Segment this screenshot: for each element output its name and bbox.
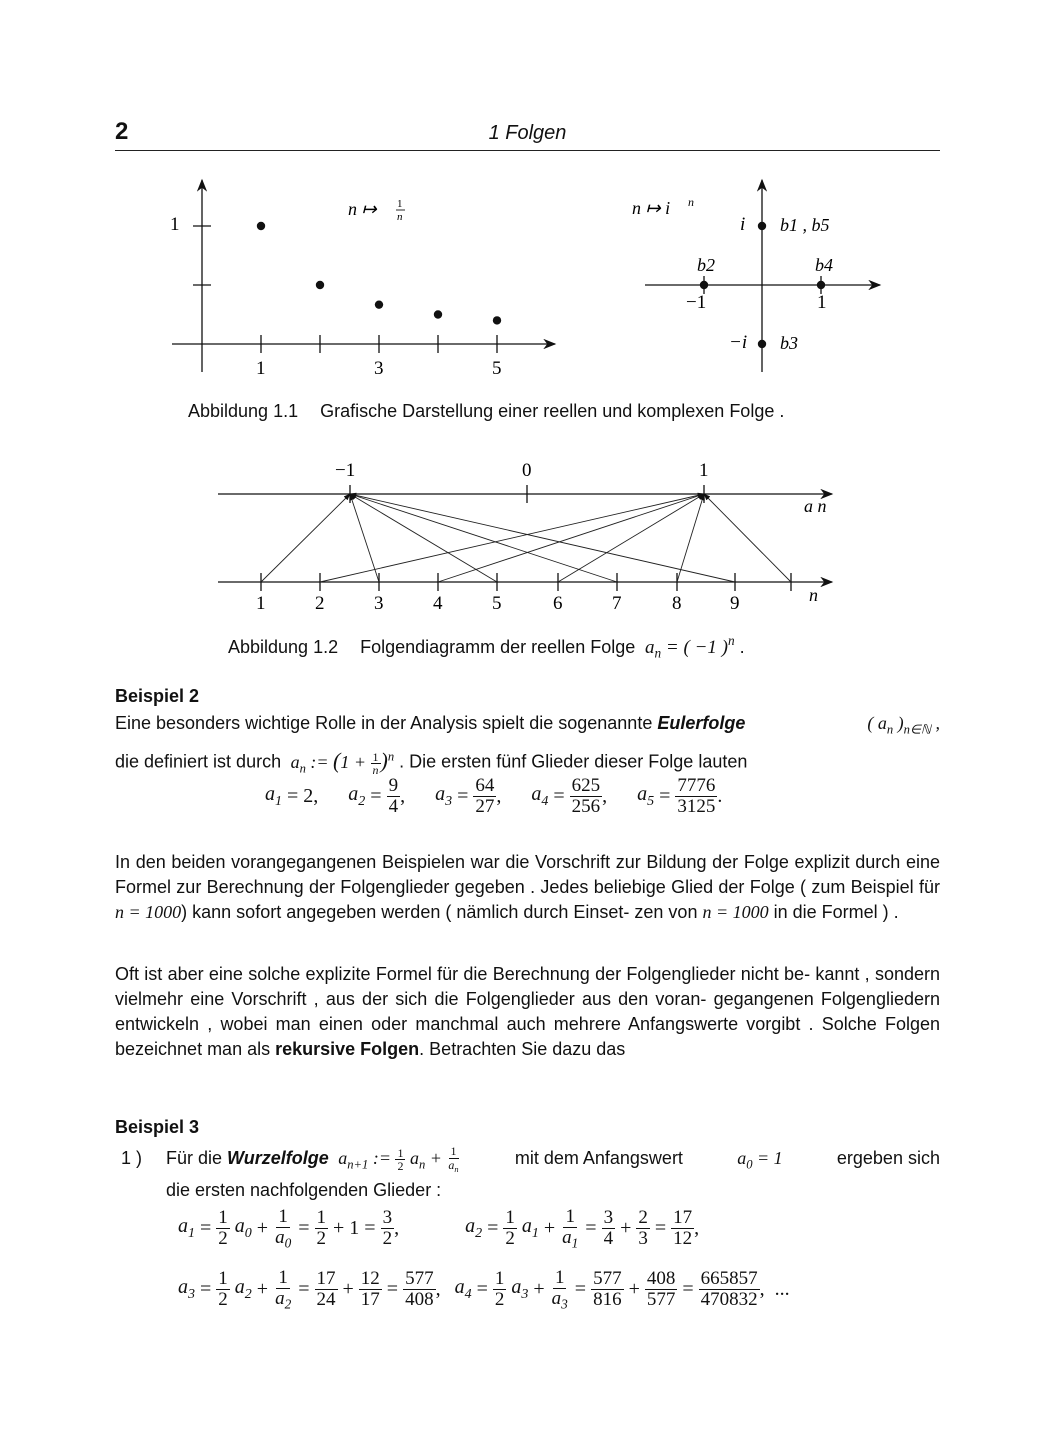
euler-term-3-num: 64 <box>475 775 495 796</box>
n-equals-1000-second: n = 1000 <box>702 902 769 922</box>
mapping-line-n6 <box>558 494 704 582</box>
item-mid: mit dem Anfangswert <box>514 1148 683 1168</box>
item-suffix: ergeben sich <box>836 1148 940 1168</box>
axis-label-1: 1 <box>817 292 827 313</box>
item-number: 1 ) <box>121 1148 143 1168</box>
data-point-n3 <box>375 300 383 308</box>
euler-terms-row: $a_1$ = 2 , $a_2$ = $\frac{9}{4}$ , $a_3$ = $\frac{64}{27}$ , $a_4$ = $\frac{625}{256}$ , $a_5$ = $\frac{7776}{3125}$ . <box>265 775 723 817</box>
wurzelfolge-term: Wurzelfolge <box>227 1148 329 1168</box>
mapping-line-n9 <box>350 494 735 582</box>
start-value: $a_0 = 1$ <box>737 1148 783 1172</box>
paragraph1-part1: In den beiden vorangegangenen Beispielen war die Vorschrift zur Bildung der Folge explizit durch eine Formel zur Berechnung der Folgenglieder gegeben . Jedes beliebige Glied der Folge ( zum Beispiel für <box>115 852 940 897</box>
a2-result-num: 17 <box>673 1207 693 1229</box>
n-equals-1000: n = 1000 <box>115 902 182 922</box>
top-axis-name: a n <box>804 496 827 516</box>
bottom-tick-label: 5 <box>492 593 502 614</box>
top-axis-label: 1 <box>699 460 709 481</box>
mapping-line-n7 <box>350 494 617 582</box>
paragraph2-after: . Betrachten Sie dazu das <box>419 1039 626 1059</box>
euler-term-5-den: 3125 <box>677 795 716 817</box>
left-plot-label-num: 1 <box>397 198 403 210</box>
a1-result-den: 2 <box>382 1228 393 1250</box>
paragraph1-part2: ) kann sofort angegeben werden ( nämlich durch Einset- zen von <box>181 902 698 922</box>
sequence-notation: ( $a_n$ )$_{n\in ℕ}$ , <box>867 713 940 737</box>
equation-row-2: $a_3$ = $\frac{1}{2}$ $a_2$ + $\frac{1}{a_2}$ = $\frac{17}{24}$ + $\frac{12}{17}$ = $\frac{577}{408}$ , $a_4$ = $\frac{1}{2}$ $a_3$ + $\frac{1}{a_3}$ = $\frac{577}{816}$ + $\frac{408}{577}$ = $\frac{665857}{470832}$ , ... <box>178 1267 790 1312</box>
example2-line1: Eine besonders wichtige Rolle in der Analysis spielt die sogenannte <box>115 713 653 733</box>
mapping-lines <box>261 494 791 582</box>
figure-1-2-caption: Abbildung 1.2 Folgendiagramm der reellen Folge $a_n$ = ( −1 )$^n$ . <box>228 633 745 661</box>
bottom-tick-label: 4 <box>433 593 443 614</box>
bottom-tick-label: 3 <box>374 593 384 614</box>
point-b4 <box>817 281 825 289</box>
label-b1-b5: b1 , b5 <box>780 215 830 235</box>
mapping-line-n8 <box>677 494 704 582</box>
euler-term-4-num: 625 <box>571 775 601 796</box>
figure-1-1 <box>160 172 900 387</box>
figure-1-1-caption <box>188 401 784 422</box>
example3-title: Beispiel 3 <box>115 1117 200 1137</box>
running-title: 1 Folgen <box>488 122 567 144</box>
euler-term-2-num: 9 <box>388 775 399 796</box>
caption-formula: $a_n$ = ( −1 )$^n$ <box>640 633 735 661</box>
example3-item <box>121 1145 940 1203</box>
bottom-tick-label: 1 <box>256 593 266 614</box>
mapping-line-n3 <box>350 494 379 582</box>
example2-title: Beispiel 2 <box>115 686 200 706</box>
mapping-line-n4 <box>438 494 704 582</box>
item-prefix: Für die <box>166 1148 223 1168</box>
bottom-tick-label: 7 <box>612 593 622 614</box>
figure-1-2 <box>210 455 840 620</box>
top-axis-label: −1 <box>335 460 356 481</box>
equation-row-1: $a_1$ = $\frac{1}{2}$ $a_0$ + $\frac{1}{a_0}$ = $\frac{1}{2}$ + 1 = $\frac{3}{2}$ , $a_2$ = $\frac{1}{2}$ $a_1$ + $\frac{1}{a_1}$ = $\frac{3}{4}$ + $\frac{2}{3}$ = $\frac{17}{12}$ , <box>178 1206 700 1251</box>
euler-term-3-den: 27 <box>475 795 495 817</box>
left-x-tick-label: 1 <box>256 358 266 379</box>
rekursive-folgen-term: rekursive Folgen <box>275 1039 420 1059</box>
euler-term-5-num: 7776 <box>677 775 716 796</box>
right-plot-label: n ↦ i <box>632 198 671 218</box>
example2-line2: die definiert ist durch <box>115 751 282 772</box>
label-b3: b3 <box>780 333 798 353</box>
item-line2: die ersten nachfolgenden Glieder : <box>166 1180 442 1201</box>
paragraph-recursive <box>115 962 940 1062</box>
a4-result-den: 470832 <box>700 1289 758 1311</box>
mapping-line-n2 <box>320 494 704 582</box>
left-y-tick-label: 1 <box>170 214 180 235</box>
bottom-tick-label: 2 <box>315 593 325 614</box>
data-point-n1 <box>257 222 265 230</box>
point-b2 <box>700 281 708 289</box>
bottom-axis-name: n <box>809 585 818 605</box>
bottom-tick-label: 6 <box>553 593 563 614</box>
caption-text: Grafische Darstellung einer reellen und komplexen Folge . <box>320 401 785 421</box>
paragraph2-text: Oft ist aber eine solche explizite Formel für die Berechnung der Folgenglieder nicht be- kannt , sondern vielmehr eine Vorschrift , aus der sich die Folgenglieder aus den voran- gegangenen Folgengliedern entwickeln , wobei man einen oder manchmal auch mehrere Anfangswerte vorgibt . Solche Folgen bezeichnet man als <box>115 964 940 1059</box>
axis-label-minus-1: −1 <box>686 292 707 313</box>
point-b3 <box>758 340 766 348</box>
left-x-tick-label: 5 <box>492 358 502 379</box>
svg-text:n: n <box>688 195 694 209</box>
bottom-tick-label: 8 <box>672 593 682 614</box>
label-b2: b2 <box>697 255 715 275</box>
a4-result-num: 665857 <box>700 1268 758 1290</box>
a3-result-num: 577 <box>405 1268 434 1290</box>
paragraph1-part3: in die Formel ) . <box>773 902 899 922</box>
left-plot-label: n ↦ <box>348 199 377 219</box>
paragraph-explicit <box>115 850 940 925</box>
euler-term-4-den: 256 <box>571 795 601 817</box>
mapping-line-n10 <box>704 494 791 582</box>
a2-result-den: 12 <box>673 1228 693 1250</box>
bottom-ticks <box>256 573 791 614</box>
axis-label-i: i <box>740 214 746 235</box>
example2-line2-suffix: . Die ersten fünf Glieder dieser Folge lauten <box>399 751 748 772</box>
caption-label: Abbildung 1.2 <box>228 636 339 657</box>
data-point-n2 <box>316 281 324 289</box>
top-axis-label: 0 <box>522 460 532 481</box>
bottom-tick-label: 9 <box>730 593 740 614</box>
euler-term-2-den: 4 <box>388 795 399 817</box>
data-point-n5 <box>493 316 501 324</box>
example2-text <box>115 711 940 781</box>
left-plot-label-den: n <box>397 211 403 223</box>
left-plot-points <box>257 222 501 325</box>
wurzelfolge-formula: $a_{n+1}$ := $\frac{1}{2}$ $a_n$ + $\frac{1}{a_n}$ <box>333 1144 459 1174</box>
eulerfolge-term: Eulerfolge <box>657 713 746 733</box>
data-point-n4 <box>434 310 442 318</box>
caption-text: Folgendiagramm der reellen Folge <box>360 636 636 657</box>
ellipsis: ... <box>774 1278 790 1301</box>
a1-result-num: 3 <box>382 1207 393 1229</box>
euler-term-1: 2 <box>303 784 314 807</box>
mapping-line-n5 <box>350 494 497 582</box>
caption-label: Abbildung 1.1 <box>188 401 299 421</box>
euler-definition: $a_n$ := (1 + $\frac{1}{n}$ )$^n$ <box>286 747 395 778</box>
left-x-tick-label: 3 <box>374 358 384 379</box>
mapping-line-n1 <box>261 494 350 582</box>
axis-label-minus-i: −i <box>729 332 748 353</box>
a3-result-den: 408 <box>405 1289 434 1311</box>
page-header <box>115 118 940 151</box>
label-b4: b4 <box>815 255 833 275</box>
page-number: 2 <box>115 118 129 145</box>
point-b1-b5 <box>758 222 766 230</box>
